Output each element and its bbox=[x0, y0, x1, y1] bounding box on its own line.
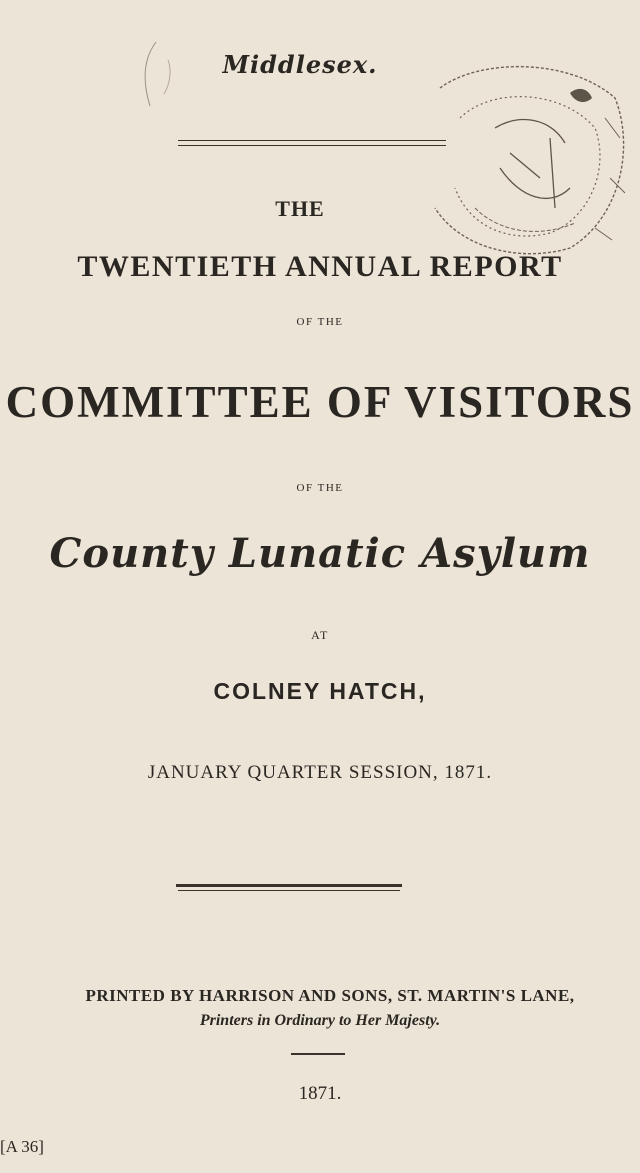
of-the-label-2: OF THE bbox=[296, 482, 344, 494]
asylum-title: County Lunatic Asylum bbox=[49, 530, 591, 577]
imprint-year: 1871. bbox=[298, 1083, 342, 1104]
place-name: COLNEY HATCH, bbox=[213, 678, 427, 704]
thick-rule-divider bbox=[176, 884, 402, 887]
county-heading: Middlesex. bbox=[222, 50, 378, 79]
committee-title: COMMITTEE OF VISITORS bbox=[5, 377, 635, 427]
title-the: THE bbox=[275, 196, 325, 221]
catalog-reference: [A 36] bbox=[0, 1137, 44, 1156]
report-title: TWENTIETH ANNUAL REPORT bbox=[77, 250, 563, 283]
printers-to-line: Printers in Ordinary to Her Majesty. bbox=[199, 1012, 441, 1029]
short-rule-divider bbox=[291, 1053, 345, 1055]
session-date: JANUARY QUARTER SESSION, 1871. bbox=[147, 762, 493, 783]
of-the-label: OF THE bbox=[296, 316, 344, 328]
thin-rule-divider bbox=[178, 890, 400, 891]
at-label: AT bbox=[311, 628, 329, 642]
printer-line: PRINTED BY HARRISON AND SONS, ST. MARTIN'S LANE, bbox=[85, 986, 575, 1005]
library-stamp-icon bbox=[400, 58, 630, 268]
